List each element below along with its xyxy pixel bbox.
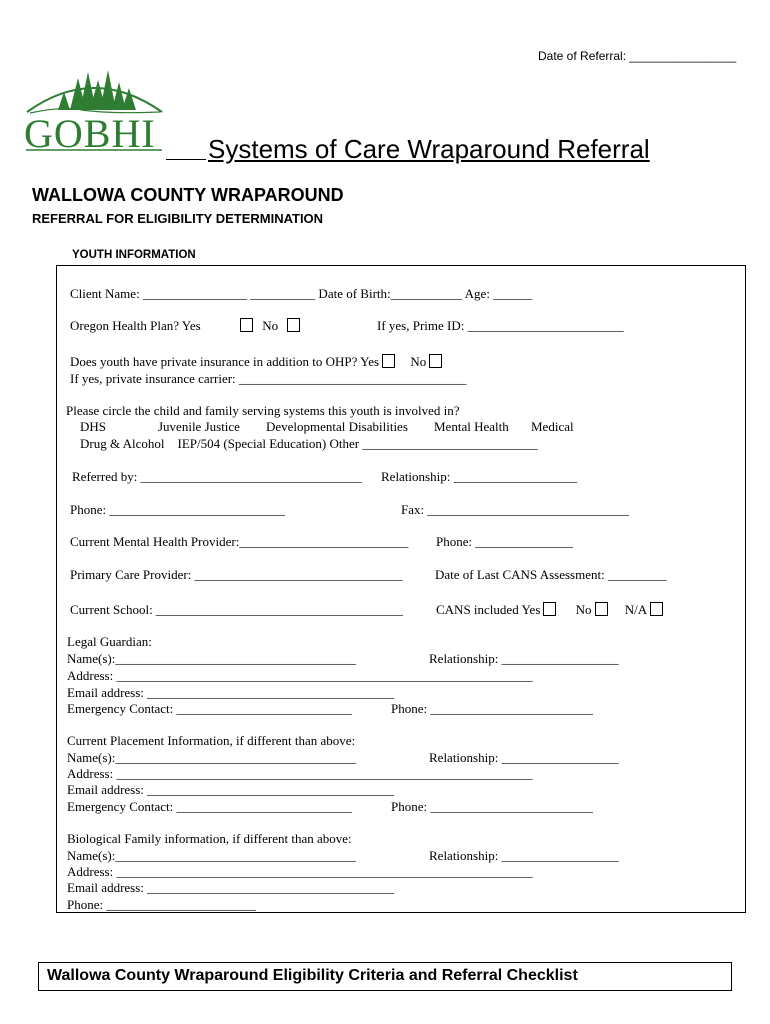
ohp-no-label: No xyxy=(262,318,279,333)
biological-relationship-field[interactable]: Relationship: __________________ xyxy=(429,848,619,863)
private-insurance-label: Does youth have private insurance in addition to OHP? Yes xyxy=(70,354,380,369)
placement-heading: Current Placement Information, if different than above: xyxy=(67,733,356,748)
biological-heading: Biological Family information, if different than above: xyxy=(67,831,352,846)
cans-included-label: CANS included Yes xyxy=(436,602,541,617)
placement-address-field[interactable]: Address: ________________________________________________________________ xyxy=(67,766,533,781)
current-school-field[interactable]: Current School: ______________________________________ xyxy=(70,602,403,617)
biological-email-field[interactable]: Email address: ______________________________________ xyxy=(67,880,395,895)
cans-na-checkbox[interactable] xyxy=(650,602,663,616)
circle-systems-prompt: Please circle the child and family serving systems this youth is involved in? xyxy=(66,403,460,418)
mental-health-provider-field[interactable]: Current Mental Health Provider:__________________________ xyxy=(70,534,409,549)
cans-yes-checkbox[interactable] xyxy=(543,602,556,616)
legal-guardian-emergency-field[interactable]: Emergency Contact: ___________________________ xyxy=(67,701,353,716)
ohp-row xyxy=(70,318,300,334)
private-insurance-row xyxy=(70,354,442,370)
biological-names-field[interactable]: Name(s):_____________________________________ xyxy=(67,848,356,863)
mental-health-phone-field[interactable]: Phone: _______________ xyxy=(436,534,573,549)
cans-na-label: N/A xyxy=(624,602,648,617)
county-heading: WALLOWA COUNTY WRAPAROUND xyxy=(32,185,344,205)
placement-email-field[interactable]: Email address: ______________________________________ xyxy=(67,782,395,797)
referrer-relationship-field[interactable]: Relationship: ___________________ xyxy=(381,469,578,484)
ohp-yes-checkbox[interactable] xyxy=(240,318,253,332)
referrer-fax-field[interactable]: Fax: _______________________________ xyxy=(401,502,629,517)
ohp-label: Oregon Health Plan? Yes xyxy=(70,318,201,333)
checklist-title: Wallowa County Wraparound Eligibility Criteria and Referral Checklist xyxy=(47,967,578,984)
legal-guardian-address-field[interactable]: Address: ________________________________________________________________ xyxy=(67,668,533,683)
cans-date-field[interactable]: Date of Last CANS Assessment: _________ xyxy=(435,567,667,582)
cans-no-label: No xyxy=(575,602,592,617)
biological-phone-field[interactable]: Phone: _______________________ xyxy=(67,897,256,912)
systems-line-2[interactable]: Drug & Alcohol IEP/504 (Special Education) Other ___________________________ xyxy=(80,436,538,451)
placement-phone-field[interactable]: Phone: _________________________ xyxy=(391,799,593,814)
systems-medical[interactable]: Medical xyxy=(531,419,574,434)
systems-mental-health[interactable]: Mental Health xyxy=(434,419,509,434)
logo-wordmark: GOBHI xyxy=(24,111,156,156)
placement-emergency-field[interactable]: Emergency Contact: ___________________________ xyxy=(67,799,353,814)
placement-names-field[interactable]: Name(s):_____________________________________ xyxy=(67,750,356,765)
checklist-title-box xyxy=(38,962,732,991)
private-insurance-no-label: No xyxy=(410,354,427,369)
private-carrier-field[interactable]: If yes, private insurance carrier: ___________________________________ xyxy=(70,371,467,386)
prime-id-field[interactable]: If yes, Prime ID: ________________________ xyxy=(377,318,624,333)
subheading: REFERRAL FOR ELIGIBILITY DETERMINATION xyxy=(32,211,324,226)
cans-included-row xyxy=(436,602,663,618)
private-insurance-no-checkbox[interactable] xyxy=(429,354,442,368)
placement-relationship-field[interactable]: Relationship: __________________ xyxy=(429,750,619,765)
legal-guardian-email-field[interactable]: Email address: ______________________________________ xyxy=(67,685,395,700)
systems-juvenile-justice[interactable]: Juvenile Justice xyxy=(158,419,240,434)
private-insurance-yes-checkbox[interactable] xyxy=(382,354,395,368)
page-title: Systems of Care Wraparound Referral xyxy=(208,134,650,164)
systems-dhs[interactable]: DHS xyxy=(80,419,107,434)
systems-developmental-disabilities[interactable]: Developmental Disabilities xyxy=(266,419,408,434)
cans-no-checkbox[interactable] xyxy=(595,602,608,616)
youth-information-label: YOUTH INFORMATION xyxy=(72,249,196,261)
date-of-referral[interactable]: Date of Referral: ________________ xyxy=(538,49,737,63)
ohp-no-checkbox[interactable] xyxy=(287,318,300,332)
biological-address-field[interactable]: Address: ________________________________________________________________ xyxy=(67,864,533,879)
legal-guardian-relationship-field[interactable]: Relationship: __________________ xyxy=(429,651,619,666)
referred-by-field[interactable]: Referred by: __________________________________ xyxy=(72,469,362,484)
primary-care-provider-field[interactable]: Primary Care Provider: ________________________________ xyxy=(70,567,403,582)
legal-guardian-names-field[interactable]: Name(s):_____________________________________ xyxy=(67,651,356,666)
legal-guardian-phone-field[interactable]: Phone: _________________________ xyxy=(391,701,593,716)
legal-guardian-heading: Legal Guardian: xyxy=(67,634,152,649)
referrer-phone-field[interactable]: Phone: ___________________________ xyxy=(70,502,285,517)
title-underline-lead xyxy=(166,159,206,160)
client-name-field[interactable]: Client Name: ________________ __________ Date of Birth:___________ Age: ______ xyxy=(70,286,533,301)
